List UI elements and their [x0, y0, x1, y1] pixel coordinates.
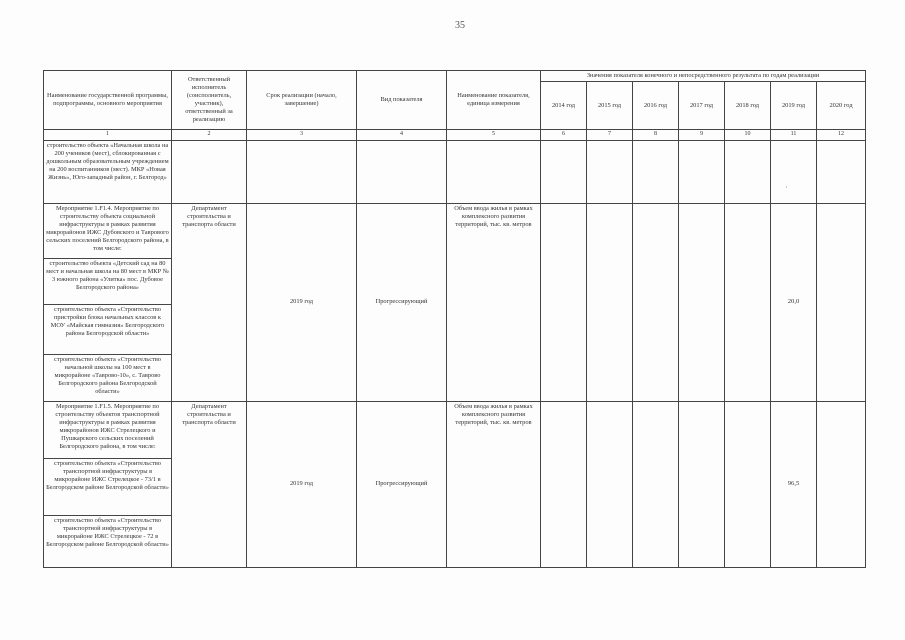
header-year-2017: 2017 год: [679, 82, 725, 130]
program-cell: Мероприятие 1.F1.4. Мероприятие по строительству объекта социальной инфраструктуры в рамках развития микрорайонов ИЖС Дубовского и Таврового сельских поселений Белгородского района, в том числе:: [44, 203, 172, 258]
value-2017-cell: [679, 401, 725, 567]
value-2016-cell: [633, 401, 679, 567]
empty-cell: [447, 140, 541, 203]
indicator-name-cell: Объем ввода жилья в рамках комплексного развития территорий, тыс. кв. метров: [447, 401, 541, 567]
table-row: [44, 140, 866, 203]
empty-cell: [172, 140, 247, 203]
executor-cell: Департамент строительства и транспорта области: [172, 401, 247, 567]
header-year-2014: 2014 год: [541, 82, 587, 130]
empty-cell: [771, 140, 817, 203]
col-number: 4: [357, 130, 447, 141]
empty-cell: [247, 140, 357, 203]
empty-cell: [357, 140, 447, 203]
indicators-table: [43, 70, 866, 568]
page-number: 35: [455, 20, 465, 31]
value-2019-cell: 20,0: [771, 203, 817, 401]
period-cell: 2019 год: [247, 203, 357, 401]
value-2014-cell: [541, 203, 587, 401]
program-cell: строительство объекта «Детский сад на 80 мест и начальная школа на 80 мест в МКР № 3 южного района «Улитка» пос. Дубовое Белгородского района»: [44, 258, 172, 304]
empty-cell: [679, 140, 725, 203]
stray-mark: ·: [785, 183, 788, 192]
program-cell: строительство объекта «Строительство транспортной инфраструктуры в микрорайоне ИЖС Стрелецкое - 72 в Белгородском районе Белгородской области»: [44, 515, 172, 567]
empty-cell: [725, 140, 771, 203]
value-2017-cell: [679, 203, 725, 401]
header-indicator-name: Наименование показателя, единица измерения: [447, 71, 541, 130]
col-number: 2: [172, 130, 247, 141]
program-cell: Мероприятие 1.F1.5. Мероприятие по строительству объектов транспортной инфраструктуры в рамках развития микрорайонов ИЖС Стрелецкого и Пушкарского сельских поселений Белгородского района, в том числе:: [44, 401, 172, 458]
table-row: [44, 203, 866, 258]
col-number: 3: [247, 130, 357, 141]
value-2019-cell: 96,5: [771, 401, 817, 567]
header-executor: Ответственный исполнитель (соисполнитель, участник), ответственный за реализацию: [172, 71, 247, 130]
col-number: 6: [541, 130, 587, 141]
empty-cell: [541, 140, 587, 203]
table-row: [44, 401, 866, 458]
col-number: 1: [44, 130, 172, 141]
value-2018-cell: [725, 401, 771, 567]
col-number: 7: [587, 130, 633, 141]
header-program: Наименование государственной программы, подпрограммы, основного мероприятия: [44, 71, 172, 130]
header-year-2015: 2015 год: [587, 82, 633, 130]
value-2016-cell: [633, 203, 679, 401]
program-cell: строительство объекта «Строительство начальной школы на 100 мест в микрорайоне «Таврово-10», с. Таврово Белгородского района Белгородской области»: [44, 354, 172, 401]
column-numbers-row: [44, 130, 866, 141]
value-2020-cell: [817, 203, 866, 401]
header-values-group: Значения показателя конечного и непосредственного результата по годам реализации: [541, 71, 866, 82]
empty-cell: [633, 140, 679, 203]
program-cell: строительство объекта «Строительство транспортной инфраструктуры в микрорайоне ИЖС Стрелецкое - 73/1 в Белгородском районе Белгородской области»: [44, 458, 172, 515]
header-year-2018: 2018 год: [725, 82, 771, 130]
value-2014-cell: [541, 401, 587, 567]
program-cell: строительство объекта «Начальная школа на 200 учеников (мест), сблокированная с дошкольным образовательным учреждением на 200 воспитанников (мест). МКР «Новая Жизнь», Юго-западный район, г. Белгород»: [44, 140, 172, 203]
col-number: 5: [447, 130, 541, 141]
header-year-2019: 2019 год: [771, 82, 817, 130]
col-number: 9: [679, 130, 725, 141]
header-year-2020: 2020 год: [817, 82, 866, 130]
indicator-type-cell: Прогрессирующий: [357, 203, 447, 401]
col-number: 11: [771, 130, 817, 141]
indicator-name-cell: Объем ввода жилья в рамках комплексного развития территорий, тыс. кв. метров: [447, 203, 541, 401]
indicator-type-cell: Прогрессирующий: [357, 401, 447, 567]
value-2015-cell: [587, 203, 633, 401]
program-cell: строительство объекта «Строительство пристройки блока начальных классов к МОУ «Майская гимназия» Белгородского района Белгородской области»: [44, 304, 172, 354]
col-number: 10: [725, 130, 771, 141]
header-period: Срок реализации (начало, завершение): [247, 71, 357, 130]
value-2018-cell: [725, 203, 771, 401]
empty-cell: [587, 140, 633, 203]
value-2015-cell: [587, 401, 633, 567]
executor-cell: Департамент строительства и транспорта области: [172, 203, 247, 401]
col-number: 12: [817, 130, 866, 141]
header-year-2016: 2016 год: [633, 82, 679, 130]
period-cell: 2019 год: [247, 401, 357, 567]
col-number: 8: [633, 130, 679, 141]
value-2020-cell: [817, 401, 866, 567]
header-indicator-type: Вид показателя: [357, 71, 447, 130]
empty-cell: [817, 140, 866, 203]
